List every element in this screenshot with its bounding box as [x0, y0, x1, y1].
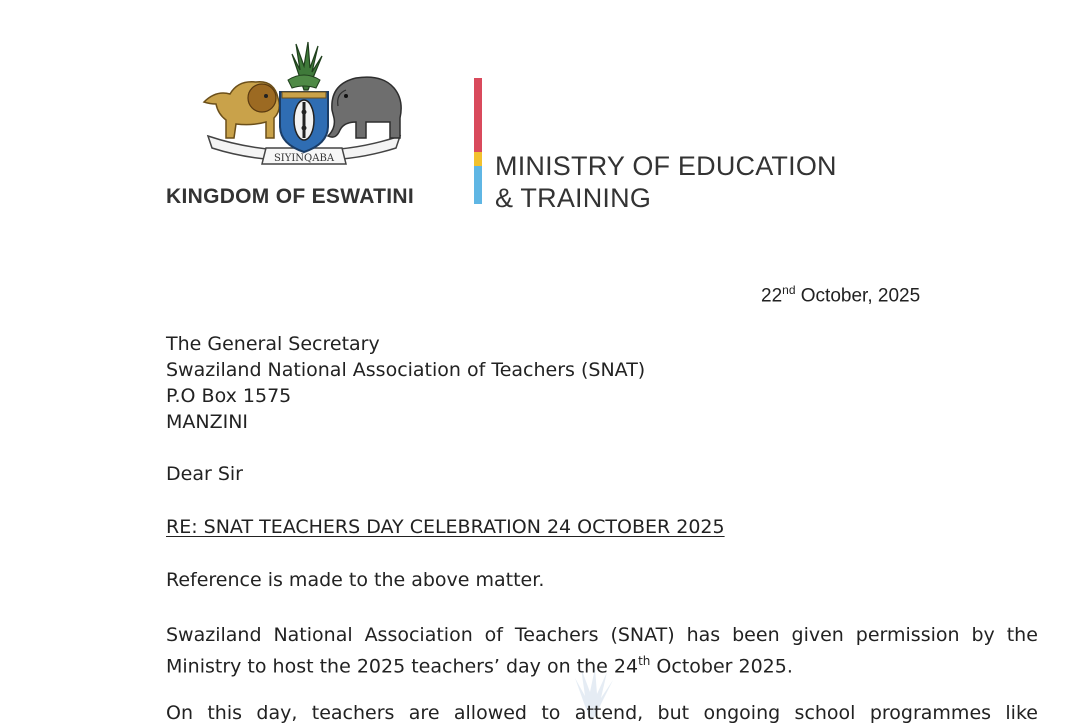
- date-suffix: nd: [782, 283, 796, 297]
- ministry-line-2: & TRAINING: [495, 183, 652, 213]
- word: of: [484, 624, 503, 646]
- date-rest: October, 2025: [795, 285, 921, 307]
- word: given: [791, 624, 844, 646]
- paragraph-3: [166, 700, 1038, 726]
- word: day,: [256, 702, 298, 724]
- salutation: Dear Sir: [166, 463, 243, 485]
- word: programmes: [869, 702, 992, 724]
- word: allowed: [453, 702, 527, 724]
- paragraph-3-line-1: [166, 700, 1038, 726]
- word: has: [686, 624, 721, 646]
- paragraph-2-line-1: [166, 622, 1038, 648]
- letter-date: [761, 283, 920, 307]
- word: by: [971, 624, 995, 646]
- letter-subject: RE: SNAT TEACHERS DAY CELEBRATION 24 OCTOBER 2025: [166, 516, 725, 538]
- ministry-line-1: MINISTRY OF EDUCATION: [495, 151, 837, 181]
- recipient-line: The General Secretary: [166, 333, 380, 355]
- recipient-line: P.O Box 1575: [166, 385, 292, 407]
- word: the: [1006, 624, 1038, 646]
- word: On: [166, 702, 193, 724]
- word: Teachers: [514, 624, 599, 646]
- word: but: [657, 702, 690, 724]
- word: attend,: [574, 702, 644, 724]
- word: Association: [364, 624, 473, 646]
- flag-color-bar: [474, 78, 482, 204]
- word: ongoing: [703, 702, 781, 724]
- word: National: [273, 624, 353, 646]
- recipient-line: MANZINI: [166, 411, 249, 433]
- word: Swaziland: [166, 624, 262, 646]
- ministry-name: [495, 150, 837, 214]
- word: been: [732, 624, 780, 646]
- word: like: [1005, 702, 1038, 724]
- word: this: [207, 702, 243, 724]
- word: are: [408, 702, 440, 724]
- word: school: [794, 702, 856, 724]
- motto-text: SIYINQABA: [273, 153, 335, 164]
- paragraph-2-line-2: Ministry to host the 2025 teachers’ day on the 24th October 2025.: [166, 654, 793, 678]
- word: teachers: [311, 702, 395, 724]
- paragraph-1: Reference is made to the above matter.: [166, 569, 545, 591]
- date-day: 22: [761, 285, 783, 307]
- word: permission: [855, 624, 960, 646]
- eswatini-coat-of-arms-icon: [196, 40, 412, 180]
- kingdom-title: KINGDOM OF ESWATINI: [166, 185, 414, 208]
- word: (SNAT): [610, 624, 675, 646]
- word: to: [541, 702, 561, 724]
- recipient-address: [166, 331, 645, 435]
- recipient-line: Swaziland National Association of Teachers (SNAT): [166, 359, 646, 381]
